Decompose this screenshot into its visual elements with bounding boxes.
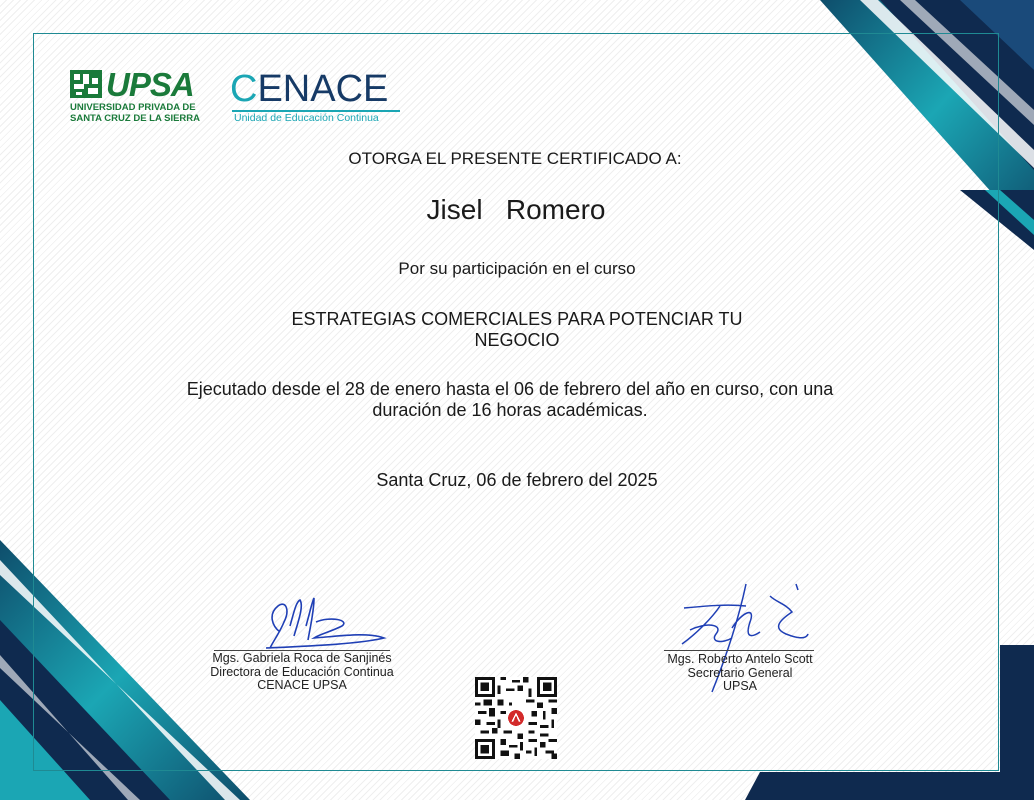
upsa-logo: [70, 68, 205, 126]
qr-code[interactable]: [475, 677, 557, 759]
signatory-role: Secretario General: [687, 665, 793, 680]
upsa-emblem-icon: [70, 70, 102, 98]
signatory-org: UPSA: [722, 679, 758, 693]
signature-line: [664, 650, 814, 651]
signatory-role: Directora de Educación Continua: [210, 664, 394, 679]
upsa-fullname: UNIVERSIDAD PRIVADA DE SANTA CRUZ DE LA SIERRA: [70, 102, 201, 124]
signature-gabriela: [250, 592, 390, 658]
course-title: ESTRATEGIAS COMERCIALES PARA POTENCIAR TU NEGOCIO: [291, 309, 743, 350]
cenace-wordmark: CENACE: [230, 68, 389, 110]
certificate-intro: OTORGA EL PRESENTE CERTIFICADO A:: [348, 149, 682, 168]
cenace-subtitle: Unidad de Educación Continua: [234, 112, 379, 124]
signatory-block-director: [188, 652, 416, 693]
cenace-logo: [230, 68, 405, 126]
signatory-org: CENACE UPSA: [257, 678, 347, 692]
upsa-wordmark: UPSA: [106, 66, 194, 103]
execution-text: Ejecutado desde el 28 de enero hasta el 06 de febrero del año en curso, con una duración de 16 horas académicas.: [186, 379, 834, 420]
recipient-name: Jisel Romero: [426, 194, 606, 225]
signatory-name: Mgs. Roberto Antelo Scott: [667, 652, 813, 666]
signatory-name: Mgs. Gabriela Roca de Sanjinés: [212, 651, 392, 665]
place-date: Santa Cruz, 06 de febrero del 2025: [376, 470, 658, 490]
signatory-block-secretary: [640, 653, 840, 694]
participation-text: Por su participación en el curso: [398, 259, 636, 278]
